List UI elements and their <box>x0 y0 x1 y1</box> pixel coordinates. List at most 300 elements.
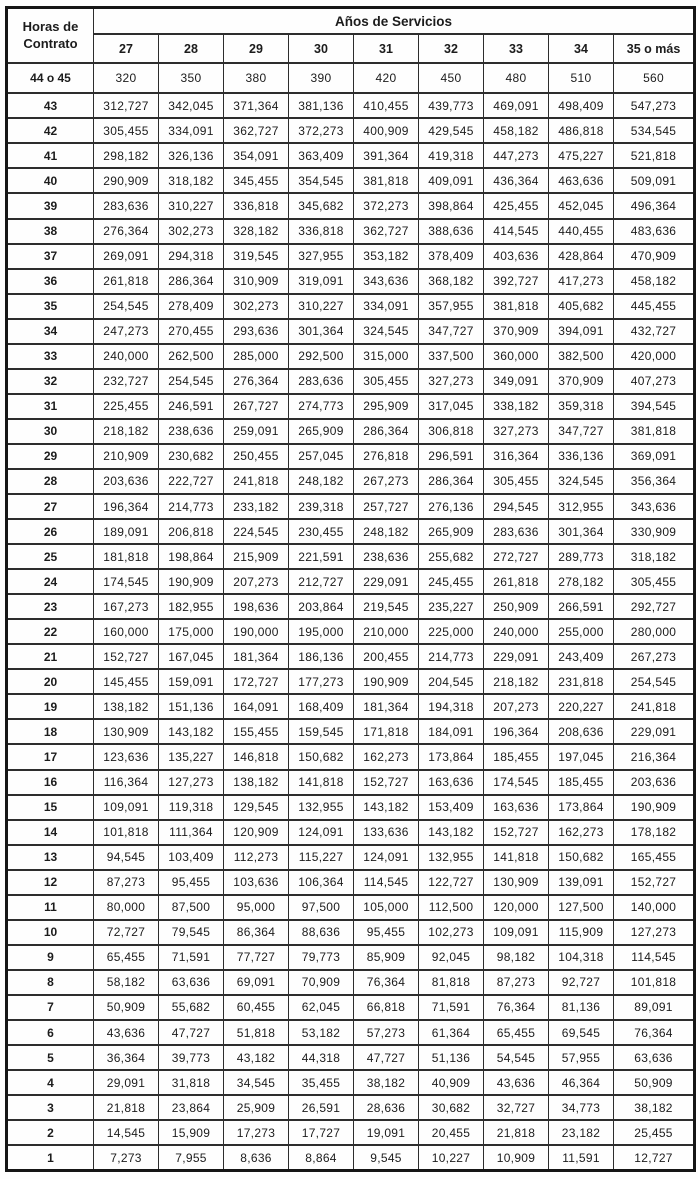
table-cell: 165,455 <box>614 845 695 870</box>
table-cell: 353,182 <box>354 244 419 269</box>
table-cell: 272,727 <box>484 544 549 569</box>
table-row <box>7 744 695 769</box>
table-cell: 547,273 <box>614 93 695 118</box>
table-cell: 219,545 <box>354 594 419 619</box>
table-row <box>7 770 695 795</box>
table-cell: 458,182 <box>484 118 549 143</box>
table-row <box>7 369 695 394</box>
table-cell: 432,727 <box>614 319 695 344</box>
table-row <box>7 995 695 1020</box>
table-cell: 372,273 <box>354 193 419 218</box>
table-cell: 356,364 <box>614 469 695 494</box>
table-cell: 206,818 <box>159 519 224 544</box>
table-cell: 298,182 <box>94 143 159 168</box>
table-cell: 95,455 <box>159 870 224 895</box>
table-row <box>7 419 695 444</box>
table-cell: 312,955 <box>549 494 614 519</box>
table-cell: 152,727 <box>354 770 419 795</box>
table-cell: 283,636 <box>289 369 354 394</box>
table-cell: 230,682 <box>159 444 224 469</box>
corner-header-line1: Horas de <box>22 19 79 35</box>
table-cell: 71,591 <box>159 945 224 970</box>
row-header-contract-hours: 1 <box>7 1145 94 1170</box>
table-cell: 135,227 <box>159 744 224 769</box>
table-cell: 419,318 <box>419 143 484 168</box>
table-row <box>7 694 695 719</box>
table-cell: 496,364 <box>614 193 695 218</box>
row-header-contract-hours: 36 <box>7 269 94 294</box>
table-cell: 378,409 <box>419 244 484 269</box>
table-cell: 470,909 <box>614 244 695 269</box>
column-header-years: 27 <box>94 34 159 63</box>
table-cell: 318,182 <box>159 168 224 193</box>
table-cell: 398,864 <box>419 193 484 218</box>
row-header-contract-hours: 20 <box>7 669 94 694</box>
table-cell: 403,636 <box>484 244 549 269</box>
table-row <box>7 519 695 544</box>
table-cell: 133,636 <box>354 820 419 845</box>
table-cell: 458,182 <box>614 269 695 294</box>
table-cell: 7,273 <box>94 1145 159 1170</box>
table-cell: 51,136 <box>419 1045 484 1070</box>
table-cell: 225,000 <box>419 619 484 644</box>
column-header-years: 33 <box>484 34 549 63</box>
table-cell: 334,091 <box>354 294 419 319</box>
row-header-contract-hours: 41 <box>7 143 94 168</box>
table-cell: 112,273 <box>224 845 289 870</box>
table-row <box>7 219 695 244</box>
table-cell: 319,545 <box>224 244 289 269</box>
table-cell: 79,545 <box>159 920 224 945</box>
table-cell: 190,909 <box>354 669 419 694</box>
year-columns-row <box>7 34 695 63</box>
table-row <box>7 269 695 294</box>
table-cell: 261,818 <box>94 269 159 294</box>
table-row <box>7 1045 695 1070</box>
table-cell: 8,636 <box>224 1145 289 1170</box>
table-cell: 160,000 <box>94 619 159 644</box>
table-cell: 368,182 <box>419 269 484 294</box>
table-cell: 305,455 <box>94 118 159 143</box>
table-row <box>7 1120 695 1145</box>
table-cell: 92,045 <box>419 945 484 970</box>
table-cell: 371,364 <box>224 93 289 118</box>
table-cell: 197,045 <box>549 744 614 769</box>
table-row <box>7 469 695 494</box>
table-cell: 534,545 <box>614 118 695 143</box>
table-cell: 124,091 <box>354 845 419 870</box>
table-cell: 229,091 <box>354 569 419 594</box>
table-cell: 60,455 <box>224 995 289 1020</box>
table-cell: 53,182 <box>289 1020 354 1045</box>
table-cell: 245,455 <box>419 569 484 594</box>
table-cell: 10,227 <box>419 1145 484 1170</box>
table-cell: 295,909 <box>354 394 419 419</box>
table-cell: 63,636 <box>159 970 224 995</box>
table-cell: 71,591 <box>419 995 484 1020</box>
table-cell: 190,909 <box>159 569 224 594</box>
table-cell: 254,545 <box>159 369 224 394</box>
table-cell: 12,727 <box>614 1145 695 1170</box>
table-cell: 240,000 <box>484 619 549 644</box>
table-cell: 292,500 <box>289 344 354 369</box>
table-cell: 405,682 <box>549 294 614 319</box>
row-header-contract-hours: 27 <box>7 494 94 519</box>
table-cell: 168,409 <box>289 694 354 719</box>
table-cell: 87,500 <box>159 895 224 920</box>
table-cell: 47,727 <box>159 1020 224 1045</box>
table-cell: 185,455 <box>549 770 614 795</box>
table-cell: 218,182 <box>484 669 549 694</box>
table-cell: 261,818 <box>484 569 549 594</box>
table-cell: 114,545 <box>354 870 419 895</box>
table-cell: 292,727 <box>614 594 695 619</box>
table-cell: 350 <box>159 63 224 93</box>
row-header-contract-hours: 4 <box>7 1070 94 1095</box>
table-cell: 336,818 <box>289 219 354 244</box>
row-header-contract-hours: 10 <box>7 920 94 945</box>
table-cell: 391,364 <box>354 143 419 168</box>
table-cell: 342,045 <box>159 93 224 118</box>
table-cell: 246,591 <box>159 394 224 419</box>
table-cell: 203,636 <box>614 770 695 795</box>
table-cell: 95,455 <box>354 920 419 945</box>
table-cell: 163,636 <box>419 770 484 795</box>
table-row <box>7 719 695 744</box>
table-cell: 394,091 <box>549 319 614 344</box>
table-cell: 159,091 <box>159 669 224 694</box>
table-cell: 23,864 <box>159 1095 224 1120</box>
row-header-contract-hours: 43 <box>7 93 94 118</box>
table-cell: 23,182 <box>549 1120 614 1145</box>
table-cell: 173,864 <box>419 744 484 769</box>
table-cell: 241,818 <box>224 469 289 494</box>
table-cell: 269,091 <box>94 244 159 269</box>
table-cell: 327,955 <box>289 244 354 269</box>
table-cell: 509,091 <box>614 168 695 193</box>
table-cell: 177,273 <box>289 669 354 694</box>
table-cell: 44,318 <box>289 1045 354 1070</box>
table-cell: 305,455 <box>354 369 419 394</box>
table-cell: 143,182 <box>159 719 224 744</box>
row-header-contract-hours: 32 <box>7 369 94 394</box>
table-cell: 381,136 <box>289 93 354 118</box>
table-cell: 88,636 <box>289 920 354 945</box>
table-cell: 208,636 <box>549 719 614 744</box>
table-cell: 310,909 <box>224 269 289 294</box>
table-cell: 19,091 <box>354 1120 419 1145</box>
table-cell: 498,409 <box>549 93 614 118</box>
table-cell: 210,909 <box>94 444 159 469</box>
table-cell: 250,909 <box>484 594 549 619</box>
table-cell: 61,364 <box>419 1020 484 1045</box>
table-cell: 174,545 <box>94 569 159 594</box>
table-cell: 129,545 <box>224 795 289 820</box>
table-cell: 238,636 <box>159 419 224 444</box>
table-cell: 224,545 <box>224 519 289 544</box>
table-cell: 162,273 <box>549 820 614 845</box>
table-cell: 452,045 <box>549 193 614 218</box>
table-cell: 20,455 <box>419 1120 484 1145</box>
table-cell: 76,364 <box>484 995 549 1020</box>
table-cell: 336,136 <box>549 444 614 469</box>
table-cell: 17,727 <box>289 1120 354 1145</box>
table-row <box>7 1020 695 1045</box>
table-row <box>7 845 695 870</box>
table-cell: 127,273 <box>159 770 224 795</box>
table-row <box>7 895 695 920</box>
table-cell: 198,864 <box>159 544 224 569</box>
row-header-contract-hours: 19 <box>7 694 94 719</box>
table-cell: 39,773 <box>159 1045 224 1070</box>
table-cell: 286,364 <box>159 269 224 294</box>
table-row <box>7 619 695 644</box>
table-cell: 159,545 <box>289 719 354 744</box>
table-cell: 29,091 <box>94 1070 159 1095</box>
table-cell: 267,273 <box>354 469 419 494</box>
table-cell: 155,455 <box>224 719 289 744</box>
table-cell: 14,545 <box>94 1120 159 1145</box>
table-cell: 186,136 <box>289 644 354 669</box>
table-cell: 109,091 <box>484 920 549 945</box>
row-header-contract-hours: 42 <box>7 118 94 143</box>
table-cell: 347,727 <box>419 319 484 344</box>
table-cell: 214,773 <box>159 494 224 519</box>
table-cell: 130,909 <box>94 719 159 744</box>
row-header-contract-hours: 38 <box>7 219 94 244</box>
table-row <box>7 394 695 419</box>
table-cell: 328,182 <box>224 219 289 244</box>
table-cell: 276,364 <box>94 219 159 244</box>
table-cell: 289,773 <box>549 544 614 569</box>
table-cell: 315,000 <box>354 344 419 369</box>
table-cell: 184,091 <box>419 719 484 744</box>
table-row <box>7 319 695 344</box>
table-cell: 349,091 <box>484 369 549 394</box>
table-cell: 254,545 <box>94 294 159 319</box>
table-cell: 394,545 <box>614 394 695 419</box>
table-cell: 65,455 <box>484 1020 549 1045</box>
table-cell: 382,500 <box>549 344 614 369</box>
table-cell: 407,273 <box>614 369 695 394</box>
table-cell: 414,545 <box>484 219 549 244</box>
table-cell: 103,636 <box>224 870 289 895</box>
table-cell: 276,136 <box>419 494 484 519</box>
table-cell: 69,091 <box>224 970 289 995</box>
table-cell: 98,182 <box>484 945 549 970</box>
table-cell: 81,818 <box>419 970 484 995</box>
table-cell: 26,591 <box>289 1095 354 1120</box>
table-cell: 354,545 <box>289 168 354 193</box>
table-cell: 257,045 <box>289 444 354 469</box>
table-cell: 120,000 <box>484 895 549 920</box>
table-cell: 363,409 <box>289 143 354 168</box>
table-cell: 143,182 <box>419 820 484 845</box>
table-cell: 337,500 <box>419 344 484 369</box>
table-cell: 306,818 <box>419 419 484 444</box>
table-cell: 229,091 <box>484 644 549 669</box>
table-row <box>7 93 695 118</box>
table-cell: 278,409 <box>159 294 224 319</box>
table-cell: 390 <box>289 63 354 93</box>
table-cell: 276,364 <box>224 369 289 394</box>
table-cell: 35,455 <box>289 1070 354 1095</box>
table-cell: 130,909 <box>484 870 549 895</box>
table-cell: 301,364 <box>549 519 614 544</box>
table-cell: 327,273 <box>484 419 549 444</box>
table-cell: 207,273 <box>484 694 549 719</box>
table-cell: 240,000 <box>94 344 159 369</box>
row-header-contract-hours: 39 <box>7 193 94 218</box>
table-cell: 428,864 <box>549 244 614 269</box>
table-cell: 34,773 <box>549 1095 614 1120</box>
row-header-contract-hours: 29 <box>7 444 94 469</box>
table-cell: 221,591 <box>289 544 354 569</box>
table-cell: 106,364 <box>289 870 354 895</box>
table-row <box>7 820 695 845</box>
table-cell: 267,273 <box>614 644 695 669</box>
table-cell: 86,364 <box>224 920 289 945</box>
table-cell: 182,955 <box>159 594 224 619</box>
table-cell: 362,727 <box>354 219 419 244</box>
table-row <box>7 795 695 820</box>
table-cell: 181,818 <box>94 544 159 569</box>
table-cell: 310,227 <box>159 193 224 218</box>
row-header-contract-hours: 2 <box>7 1120 94 1145</box>
table-row <box>7 970 695 995</box>
table-cell: 286,364 <box>419 469 484 494</box>
row-header-contract-hours: 9 <box>7 945 94 970</box>
pay-scale-table <box>5 6 696 1172</box>
table-cell: 326,136 <box>159 143 224 168</box>
table-cell: 327,273 <box>419 369 484 394</box>
table-cell: 381,818 <box>614 419 695 444</box>
table-cell: 369,091 <box>614 444 695 469</box>
table-cell: 359,318 <box>549 394 614 419</box>
table-cell: 152,727 <box>484 820 549 845</box>
table-row <box>7 920 695 945</box>
table-cell: 21,818 <box>94 1095 159 1120</box>
row-header-contract-hours: 8 <box>7 970 94 995</box>
table-cell: 38,182 <box>354 1070 419 1095</box>
table-cell: 238,636 <box>354 544 419 569</box>
table-cell: 141,818 <box>289 770 354 795</box>
table-cell: 265,909 <box>419 519 484 544</box>
table-cell: 266,591 <box>549 594 614 619</box>
table-cell: 239,318 <box>289 494 354 519</box>
table-cell: 392,727 <box>484 269 549 294</box>
table-body <box>7 63 695 1171</box>
table-cell: 152,727 <box>614 870 695 895</box>
table-cell: 372,273 <box>289 118 354 143</box>
table-cell: 101,818 <box>614 970 695 995</box>
table-cell: 138,182 <box>94 694 159 719</box>
table-cell: 357,955 <box>419 294 484 319</box>
table-row <box>7 594 695 619</box>
table-cell: 25,455 <box>614 1120 695 1145</box>
row-header-contract-hours: 17 <box>7 744 94 769</box>
table-cell: 140,000 <box>614 895 695 920</box>
table-cell: 55,682 <box>159 995 224 1020</box>
table-cell: 296,591 <box>419 444 484 469</box>
table-cell: 43,636 <box>484 1070 549 1095</box>
row-header-contract-hours: 6 <box>7 1020 94 1045</box>
table-row <box>7 1145 695 1170</box>
table-cell: 302,273 <box>159 219 224 244</box>
table-row <box>7 63 695 93</box>
table-cell: 123,636 <box>94 744 159 769</box>
table-cell: 225,455 <box>94 394 159 419</box>
row-header-contract-hours: 22 <box>7 619 94 644</box>
row-header-contract-hours: 24 <box>7 569 94 594</box>
row-header-contract-hours: 12 <box>7 870 94 895</box>
table-cell: 66,818 <box>354 995 419 1020</box>
table-cell: 190,000 <box>224 619 289 644</box>
table-row <box>7 294 695 319</box>
table-cell: 164,091 <box>224 694 289 719</box>
row-header-contract-hours: 23 <box>7 594 94 619</box>
group-header-row <box>7 8 695 35</box>
table-cell: 9,545 <box>354 1145 419 1170</box>
table-row <box>7 494 695 519</box>
table-cell: 305,455 <box>484 469 549 494</box>
table-cell: 8,864 <box>289 1145 354 1170</box>
table-cell: 32,727 <box>484 1095 549 1120</box>
table-cell: 439,773 <box>419 93 484 118</box>
table-cell: 475,227 <box>549 143 614 168</box>
table-cell: 115,227 <box>289 845 354 870</box>
table-cell: 103,409 <box>159 845 224 870</box>
table-cell: 76,364 <box>354 970 419 995</box>
table-cell: 127,500 <box>549 895 614 920</box>
table-cell: 560 <box>614 63 695 93</box>
row-header-contract-hours: 7 <box>7 995 94 1020</box>
table-row <box>7 569 695 594</box>
table-cell: 233,182 <box>224 494 289 519</box>
table-row <box>7 244 695 269</box>
table-cell: 181,364 <box>354 694 419 719</box>
table-cell: 189,091 <box>94 519 159 544</box>
table-cell: 254,545 <box>614 669 695 694</box>
table-cell: 36,364 <box>94 1045 159 1070</box>
table-cell: 196,364 <box>484 719 549 744</box>
table-cell: 215,909 <box>224 544 289 569</box>
table-cell: 381,818 <box>354 168 419 193</box>
table-cell: 362,727 <box>224 118 289 143</box>
table-cell: 138,182 <box>224 770 289 795</box>
table-cell: 195,000 <box>289 619 354 644</box>
table-cell: 259,091 <box>224 419 289 444</box>
table-cell: 62,045 <box>289 995 354 1020</box>
table-cell: 214,773 <box>419 644 484 669</box>
table-cell: 267,727 <box>224 394 289 419</box>
row-header-contract-hours: 33 <box>7 344 94 369</box>
table-cell: 330,909 <box>614 519 695 544</box>
table-cell: 319,091 <box>289 269 354 294</box>
table-cell: 25,909 <box>224 1095 289 1120</box>
table-cell: 162,273 <box>354 744 419 769</box>
table-cell: 294,545 <box>484 494 549 519</box>
table-cell: 115,909 <box>549 920 614 945</box>
table-cell: 283,636 <box>94 193 159 218</box>
table-cell: 34,545 <box>224 1070 289 1095</box>
column-header-years: 35 o más <box>614 34 695 63</box>
table-cell: 343,636 <box>354 269 419 294</box>
table-cell: 255,000 <box>549 619 614 644</box>
table-cell: 150,682 <box>549 845 614 870</box>
table-cell: 171,818 <box>354 719 419 744</box>
row-header-contract-hours: 40 <box>7 168 94 193</box>
